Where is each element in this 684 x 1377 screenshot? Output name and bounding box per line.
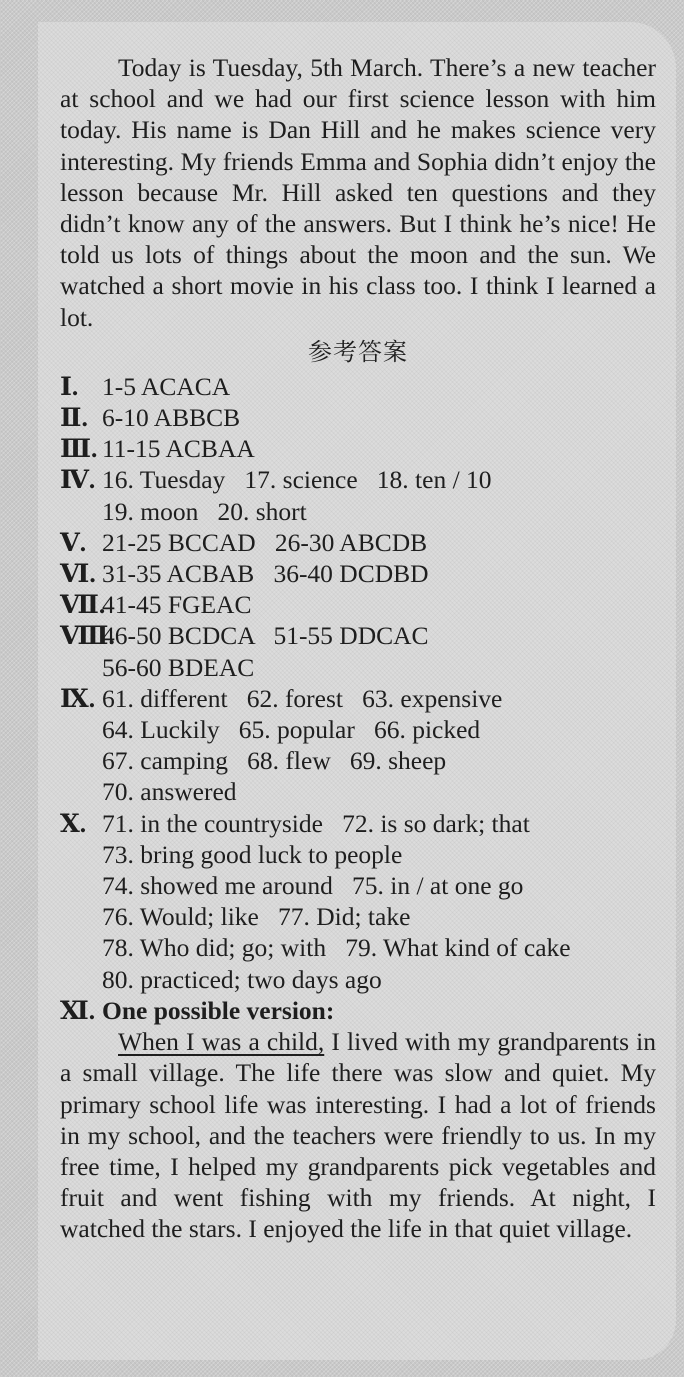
answer-item-xi	[60, 995, 656, 1026]
answer-number: Ⅲ.	[60, 434, 98, 464]
answer-number: Ⅶ.	[60, 590, 106, 620]
answer-line: 74. showed me around 75. in / at one go	[102, 871, 524, 901]
answer-item	[60, 589, 656, 620]
answer-lines	[102, 558, 656, 589]
answer-line: 16. Tuesday 17. science 18. ten / 10	[102, 465, 492, 495]
answer-line: 61. different 62. forest 63. expensive	[102, 683, 503, 713]
answer-number: Ⅴ.	[60, 527, 87, 557]
answer-line: 41-45 FGEAC	[102, 590, 252, 620]
answer-list	[60, 371, 656, 995]
answer-line: 11-15 ACBAA	[102, 434, 255, 464]
answer-item	[60, 527, 656, 558]
essay-heading: One possible version:	[102, 995, 335, 1025]
answer-item	[60, 464, 656, 526]
answer-item	[60, 808, 656, 995]
answer-lines	[102, 808, 656, 995]
answer-number: Ⅷ.	[60, 621, 115, 651]
answer-item	[60, 433, 656, 464]
answer-number: Ⅺ.	[60, 995, 96, 1025]
answer-item	[60, 371, 656, 402]
answer-key-title: 参考答案	[308, 337, 408, 366]
answer-number: Ⅹ.	[60, 808, 87, 838]
answer-item	[60, 558, 656, 589]
answer-lines	[102, 683, 656, 808]
answer-line: 46-50 BCDCA 51-55 DDCAC	[102, 621, 429, 651]
answer-line: 6-10 ABBCB	[102, 403, 241, 433]
answer-line: 71. in the countryside 72. is so dark; that	[102, 808, 530, 838]
passage-paragraph: Today is Tuesday, 5th March. There’s a new teacher at school and we had our first science lesson with him today. His name is Dan Hill and he makes science very interesting. My friends Emma and Sophia didn’t enjoy the lesson because Mr. Hill asked ten questions and they didn’t know any of the answers. But I think he’s nice! He told us lots of things about the moon and the sun. We watched a short movie in his class too. I think I learned a lot.	[60, 53, 656, 332]
answer-line: 64. Luckily 65. popular 66. picked	[102, 715, 481, 745]
answer-lines	[102, 589, 656, 620]
essay-paragraph	[60, 1026, 656, 1244]
answer-line: 67. camping 68. flew 69. sheep	[102, 746, 447, 776]
essay-body: I lived with my grandparents in a small village. The life there was slow and quiet. My primary school life was interesting. I had a lot of friends in my school, and the teachers were friendly to us. In my free time, I helped my grandparents pick vegetables and fruit and went fishing with my friends. At night, I watched the stars. I enjoyed the life in that quiet village.	[60, 1027, 657, 1244]
answer-line: 21-25 BCCAD 26-30 ABCDB	[102, 527, 428, 557]
answer-line: 73. bring good luck to people	[102, 839, 403, 869]
essay-underlined-opening: When I was a child,	[118, 1027, 325, 1057]
answer-item	[60, 402, 656, 433]
answer-number: Ⅱ.	[60, 403, 88, 433]
answer-line: 80. practiced; two days ago	[102, 964, 382, 994]
answer-item	[60, 683, 656, 808]
answer-lines	[102, 527, 656, 558]
answer-number: Ⅰ.	[60, 371, 79, 401]
answer-line: 1-5 ACACA	[102, 371, 231, 401]
answer-lines	[102, 402, 656, 433]
answer-line: 78. Who did; go; with 79. What kind of cake	[102, 933, 571, 963]
answer-line: 70. answered	[102, 777, 237, 807]
answer-number: Ⅳ.	[60, 465, 96, 495]
answer-line: 19. moon 20. short	[102, 496, 307, 526]
answer-item	[60, 620, 656, 682]
answer-line: 31-35 ACBAB 36-40 DCDBD	[102, 559, 429, 589]
answer-line: 76. Would; like 77. Did; take	[102, 902, 411, 932]
answer-lines	[102, 464, 656, 526]
answer-lines	[102, 433, 656, 464]
content	[60, 52, 656, 1245]
answer-lines	[102, 371, 656, 402]
answer-number: Ⅵ.	[60, 559, 96, 589]
answer-line: 56-60 BDEAC	[102, 652, 255, 682]
answer-number: Ⅸ.	[60, 683, 96, 713]
answer-lines	[102, 620, 656, 682]
